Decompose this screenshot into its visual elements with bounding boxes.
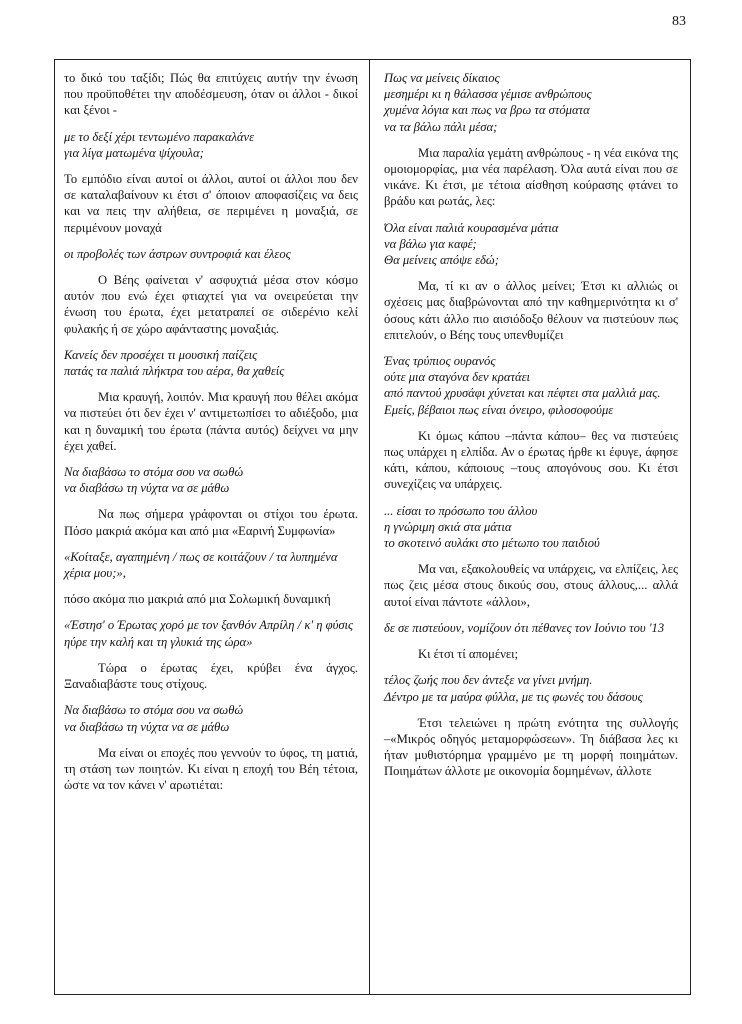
text-line: το σκοτεινό αυλάκι στο μέτωπο του παιδιού <box>384 536 600 551</box>
text-line: οι προβολές των άστρων συντροφιά και έλεος <box>64 246 291 261</box>
text-line: μεσημέρι κι η θάλασσα γέμισε ανθρώπους <box>384 87 592 102</box>
text-line: Εμείς, βέβαιοι πως είναι όνειρο, φιλοσοφούμε <box>384 402 614 417</box>
paragraph <box>64 660 358 692</box>
paragraph <box>64 506 358 538</box>
text-line: Όλα είναι παλιά κουρασμένα μάτια <box>384 220 559 235</box>
text-line: πόσο ακόμα πιο μακριά από μια Σολωμική δυναμική <box>64 592 331 607</box>
text-line: χυμένα λόγια και πως να βρω τα στόματα <box>384 103 590 118</box>
paragraph <box>64 171 358 236</box>
left-column <box>64 70 358 803</box>
verse-quote <box>64 464 358 496</box>
text-line: Μια παραλία γεμάτη ανθρώπους - η νέα εικόνα της ομοιομορφίας, μια νέα παρέλαση. Όλα αυτά είναι που σε νικάνε. Κι έτσι, με τέτοια αίσθηση κούρασης φτάνει το βράδυ και ρωτάς, λες: <box>384 145 678 209</box>
verse-quote <box>384 353 678 418</box>
paragraph <box>384 145 678 210</box>
paragraph <box>64 70 358 119</box>
text-line: να διαβάσω τη νύχτα να σε μάθω <box>64 719 230 734</box>
paragraph <box>384 278 678 343</box>
text-line: να διαβάσω τη νύχτα να σε μάθω <box>64 481 230 496</box>
paragraph <box>384 646 678 662</box>
text-line: το δικό του ταξίδι; Πώς θα επιτύχεις αυτήν την ένωση που προϋποθέτει την αποδέσμευση, όταν οι άλλοι - δικοί και ξένοι - <box>64 71 358 118</box>
verse-quote <box>64 549 358 581</box>
text-line: να τα βάλω πάλι μέσα; <box>384 119 498 134</box>
paragraph <box>64 745 358 794</box>
text-line: ... είσαι το πρόσωπο του άλλου <box>384 503 538 518</box>
text-line: η γνώριμη σκιά στα μάτια <box>384 519 512 534</box>
text-line: Να πως σήμερα γράφονται οι στίχοι του έρωτα. Πόσο μακριά ακόμα και από μια «Εαρινή Συμφωνία» <box>64 507 358 538</box>
text-line: Πως να μείνεις δίκαιος <box>384 71 500 85</box>
paragraph <box>384 561 678 610</box>
text-line: πατάς τα παλιά πλήκτρα του αέρα, θα χαθείς <box>64 364 285 379</box>
verse-quote <box>384 70 678 135</box>
paragraph <box>64 272 358 337</box>
paragraph <box>64 389 358 454</box>
verse-quote <box>384 620 678 636</box>
text-line: Να διαβάσω το στόμα σου να σωθώ <box>64 465 244 480</box>
text-line: δε σε πιστεύουν, νομίζουν ότι πέθανες τον Ιούνιο του '13 <box>384 620 665 635</box>
text-line: Κι όμως κάπου –πάντα κάπου– θες να πιστεύεις πως υπάρχει η ελπίδα. Αν ο έρωτας ήρθε κι έφυγε, άφησε κάτι, κάπου, κάποιους –τους απογόνους σου. Κι έτσι συνεχίζεις να υπάρχεις. <box>384 428 678 492</box>
text-line: ούτε μια σταγόνα δεν κρατάει <box>384 370 531 385</box>
paragraph <box>384 428 678 493</box>
text-line: με το δεξί χέρι τεντωμένο παρακαλάνε <box>64 129 255 144</box>
text-line: τέλος ζωής που δεν άντεξε να γίνει μνήμη. <box>384 673 593 688</box>
right-column <box>384 70 678 790</box>
verse-quote <box>64 702 358 734</box>
paragraph <box>384 715 678 780</box>
column-divider <box>369 59 370 995</box>
text-line: Κανείς δεν προσέχει τι μουσική παίζεις <box>64 347 258 362</box>
verse-quote <box>384 503 678 552</box>
text-line: να βάλω για καφέ; <box>384 236 477 251</box>
text-line: Έτσι τελειώνει η πρώτη ενότητα της συλλογής –«Μικρός οδηγός μεταμορφώσεων». Τη διάβασα λες κι ήταν μυθιστόρημα γραμμένο με τη μορφή ποιημάτων. Ποιημάτων άλλοτε με οικονομία δομημένων, άλλοτε <box>384 715 678 779</box>
text-line: Δέντρο με τα μαύρα φύλλα, με τις φωνές του δάσους <box>384 689 643 704</box>
text-line: Θα μείνεις απόψε εδώ; <box>384 253 499 268</box>
text-line: Μια κραυγή, λοιπόν. Μια κραυγή που θέλει ακόμα να πιστεύει ότι δεν έχει ν' αντιμετωπίσει το αδιέξοδο, μια και η δυναμική του έρωτα (πάντα αυτός) δείχνει να μην έχει χαθεί. <box>64 390 358 453</box>
text-line: από παντού χρυσάφι χύνεται και πέφτει στα μαλλιά μας. <box>384 386 661 401</box>
verse-quote <box>64 129 358 161</box>
text-line: Κι έτσι τί απομένει; <box>418 647 519 662</box>
text-line: Να διαβάσω το στόμα σου να σωθώ <box>64 703 244 718</box>
text-line: «Κοίταξε, αγαπημένη / πως σε κοιτάζουν / τα λυπημένα χέρια μου;», <box>64 549 338 581</box>
text-line: Μα είναι οι εποχές που γεννούν το ύφος, τη ματιά, τη στάση των ποιητών. Κι είναι η εποχή του Βέη τέτοια, ώστε να τον κάνει ν' αρωτιέται: <box>64 745 358 793</box>
page-number: 83 <box>672 14 686 29</box>
verse-quote <box>64 617 358 649</box>
verse-quote <box>64 246 358 262</box>
text-line: Το εμπόδιο είναι αυτοί οι άλλοι, αυτοί οι άλλοι που δεν σε καταλαβαίνουν κι έτσι σ' όποιον αποφασίζεις να δεις και να πεις την αλήθεια, σε περιμένει η μοναξιά, σε περιμένουν μοναχά <box>64 172 358 235</box>
text-line: για λίγα ματωμένα ψίχουλα; <box>64 145 204 160</box>
text-line: Τώρα ο έρωτας έχει, κρύβει ένα άγχος. Ξαναδιαβάστε τους στίχους. <box>64 660 358 692</box>
verse-quote <box>384 672 678 704</box>
text-line: Μα, τί κι αν ο άλλος μείνει; Έτσι κι αλλιώς οι σχέσεις μας διαβρώνονται από την καθημερινότητα κι σ' όσους κάτι άλλο πιο αισιόδοξο θέλουν να πιστεύουν πως επιτελούν, ο Βέης τους υπενθυμίζει <box>384 279 678 342</box>
text-line: Μα ναι, εξακολουθείς να υπάρχεις, να ελπίζεις, λες πως ζεις μέσα στους δικούς σου, στους άλλους,... αλλά αυτοί είναι πάντοτε «άλλοι», <box>384 562 678 609</box>
paragraph <box>64 591 358 607</box>
text-line: Ένας τρύπιος ουρανός <box>384 354 496 369</box>
text-line: «Έστησ' ο Έρωτας χορό με τον ξανθόν Απρίλη / κ' η φύσις ηύρε την καλή και τη γλυκιά της ώρα» <box>64 618 354 649</box>
text-line: Ο Βέης φαίνεται ν' ασφυχτιά μέσα στον κόσμο αυτόν που ενώ έχει φτιαχτεί για να ονειρεύεται την ένωση του έρωτα, έχει μετατραπεί σε σιδερένιο κελί φυλακής ή σε χώρο αφάνταστης μοναξιάς. <box>64 273 358 336</box>
verse-quote <box>64 347 358 379</box>
verse-quote <box>384 220 678 269</box>
